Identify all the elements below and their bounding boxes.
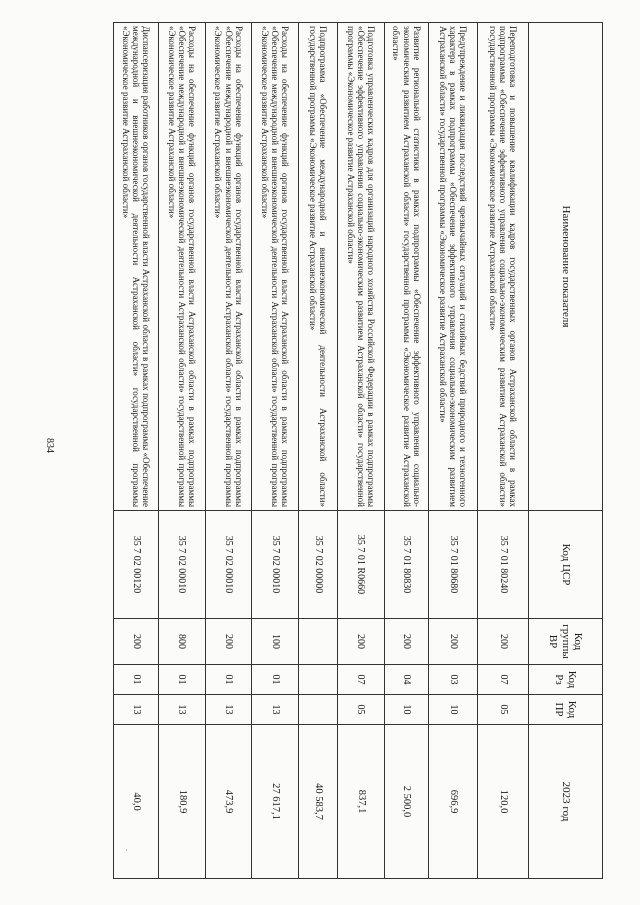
cell-vr — [299, 619, 338, 665]
cell-csr: 35 7 01 80240 — [478, 511, 529, 619]
cell-rz: 07 — [337, 665, 384, 695]
cell-vr: 200 — [114, 619, 159, 665]
cell-name: Подготовка управленческих кадров для организаций народного хозяйства Российской Федерации в рамках подпрограммы «Обеспечение эффективного управления социально-экономическим развитием Астраханской области» государственной программы «Экономическое развитие Астраханской области» — [337, 23, 384, 511]
header-pr: Код ПР — [529, 695, 603, 725]
cell-rz: 01 — [158, 665, 205, 695]
cell-name: Диспансеризация работников органов государственной власти Астраханской области в рамках подпрограммы «Обеспечение международной и внешнеэкономической деятельности Астраханской области» государственной программы «Экономическое развитие Астраханской области» — [114, 23, 159, 511]
cell-pr: 13 — [158, 695, 205, 725]
table-row — [158, 23, 205, 879]
cell-rz: 03 — [429, 665, 478, 695]
table-container — [113, 22, 603, 878]
table-row — [384, 23, 429, 879]
cell-amount: 27 617,1 — [252, 725, 299, 879]
header-rz: Код Рз — [529, 665, 603, 695]
cell-rz: 01 — [252, 665, 299, 695]
cell-amount: 473,9 — [205, 725, 252, 879]
cell-csr: 35 7 01 80680 — [429, 511, 478, 619]
header-vr: Код группы ВР — [529, 619, 603, 665]
table-row — [478, 23, 529, 879]
header-csr: Код ЦСР — [529, 511, 603, 619]
cell-csr: 35 7 02 00120 — [114, 511, 159, 619]
cell-name: Расходы на обеспечение функций органов государственной власти Астраханской области в рамках подпрограммы «Обеспечение международной и внешнеэкономической деятельности Астраханской области» государственной программы «Экономическое развитие Астраханской области» — [205, 23, 252, 511]
cell-csr: 35 7 02 00010 — [158, 511, 205, 619]
cell-csr: 35 7 02 00010 — [205, 511, 252, 619]
cell-pr: 13 — [114, 695, 159, 725]
cell-name: Развитие региональной статистики в рамках подпрограммы «Обеспечение эффективного управления социально-экономическим развитием Астраханской области» государственной программы «Экономическое развитие Астраханской области» — [384, 23, 429, 511]
cell-csr: 35 7 02 00010 — [252, 511, 299, 619]
cell-name: Расходы на обеспечение функций органов государственной власти Астраханской области в рамках подпрограммы «Обеспечение международной и внешнеэкономической деятельности Астраханской области» государственной программы «Экономическое развитие Астраханской области» — [158, 23, 205, 511]
header-row — [529, 23, 603, 879]
table-row — [299, 23, 338, 879]
header-year: 2023 год — [529, 725, 603, 879]
table-row — [337, 23, 384, 879]
scan-mark: ˙ — [125, 848, 128, 858]
cell-pr: 10 — [384, 695, 429, 725]
cell-vr: 100 — [252, 619, 299, 665]
page-number: 834 — [44, 438, 55, 453]
table-row — [114, 23, 159, 879]
cell-vr: 800 — [158, 619, 205, 665]
cell-vr: 200 — [429, 619, 478, 665]
cell-vr: 200 — [205, 619, 252, 665]
cell-pr — [299, 695, 338, 725]
cell-vr: 200 — [384, 619, 429, 665]
table-row — [429, 23, 478, 879]
cell-pr: 10 — [429, 695, 478, 725]
budget-table — [113, 22, 603, 879]
cell-name: Предупреждение и ликвидация последствий чрезвычайных ситуаций и стихийных бедствий природного и техногенного характера в рамках подпрограммы «Обеспечение эффективного управления социально-экономическим развитием Астраханской области» государственной программы «Экономическое развитие Астраханской области» — [429, 23, 478, 511]
cell-pr: 05 — [478, 695, 529, 725]
header-name: Наименование показателя — [529, 23, 603, 511]
cell-rz: 04 — [384, 665, 429, 695]
cell-csr: 35 7 02 00000 — [299, 511, 338, 619]
cell-rz — [299, 665, 338, 695]
cell-pr: 05 — [337, 695, 384, 725]
cell-csr: 35 7 01 80830 — [384, 511, 429, 619]
cell-amount: 2 500,0 — [384, 725, 429, 879]
cell-vr: 200 — [337, 619, 384, 665]
cell-amount: 180,9 — [158, 725, 205, 879]
cell-amount: 837,1 — [337, 725, 384, 879]
cell-rz: 07 — [478, 665, 529, 695]
cell-rz: 01 — [114, 665, 159, 695]
table-row — [252, 23, 299, 879]
cell-pr: 13 — [205, 695, 252, 725]
cell-name: Подпрограмма «Обеспечение международной и внешнеэкономической деятельности Астраханской области» государственной программы «Экономическое развитие Астраханской области» — [299, 23, 338, 511]
cell-name: Переподготовка и повышение квалификации кадров государственных органов Астраханской области в рамках подпрограммы «Обеспечение эффективного управления социально-экономическим развитием Астраханской области» государственной программы «Экономическое развитие Астраханской области» — [478, 23, 529, 511]
cell-vr: 200 — [478, 619, 529, 665]
cell-csr: 35 7 01 R0660 — [337, 511, 384, 619]
cell-amount: 40 583,7 — [299, 725, 338, 879]
rotated-page — [113, 22, 603, 878]
cell-amount: 696,9 — [429, 725, 478, 879]
cell-amount: 40,0 — [114, 725, 159, 879]
cell-pr: 13 — [252, 695, 299, 725]
cell-amount: 120,0 — [478, 725, 529, 879]
cell-rz: 01 — [205, 665, 252, 695]
cell-name: Расходы на обеспечение функций органов государственной власти Астраханской области в рамках подпрограммы «Обеспечение международной и внешнеэкономической деятельности Астраханской области» государственной программы «Экономическое развитие Астраханской области» — [252, 23, 299, 511]
table-row — [205, 23, 252, 879]
